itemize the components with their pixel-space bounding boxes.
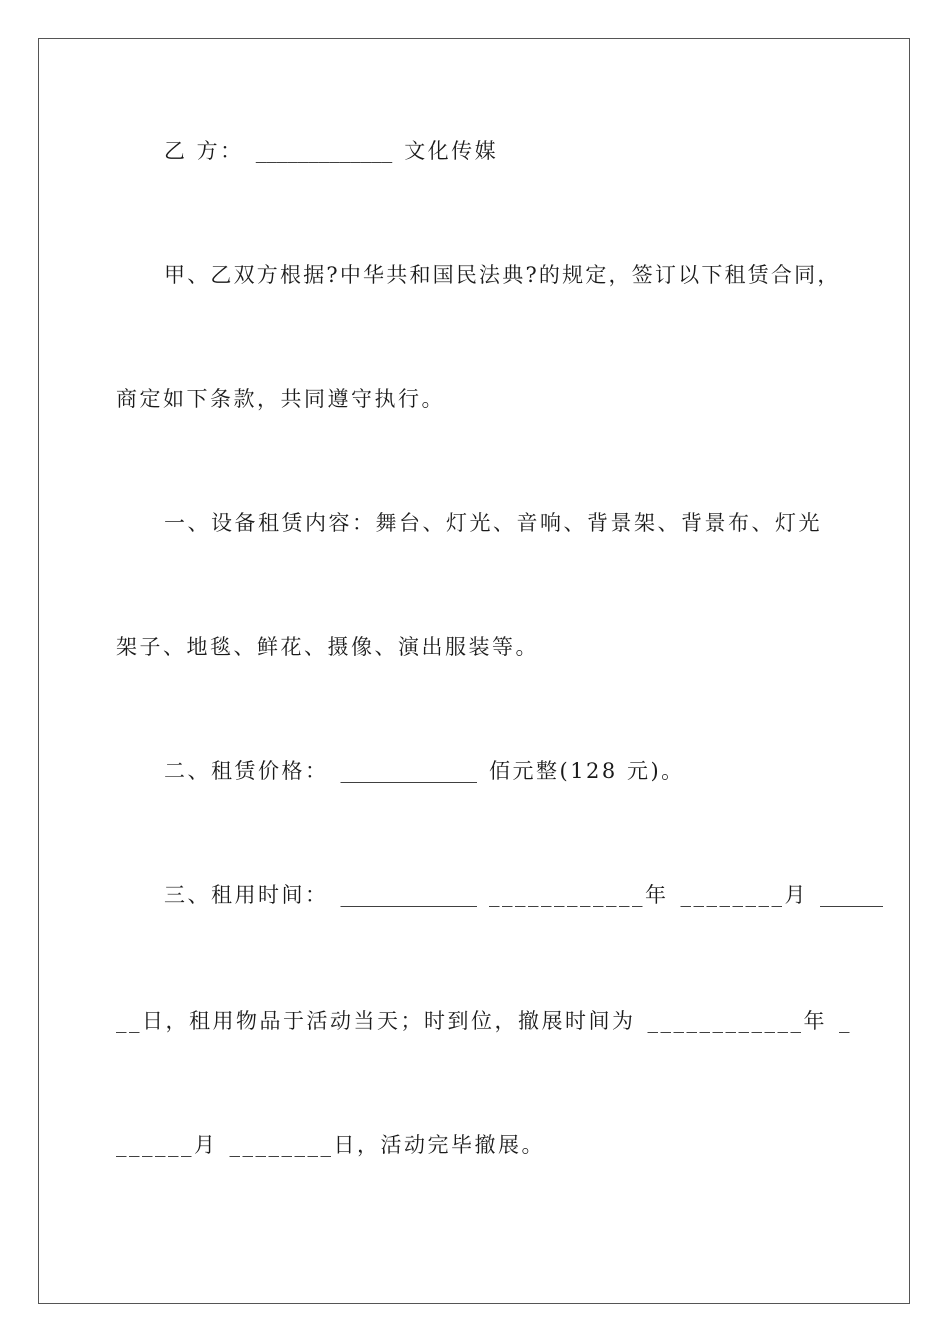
year-blank: ____________年 [489,883,669,907]
end-month-blank: ______月 [116,1133,218,1157]
party-b-blank: _____________ [255,139,393,163]
end-month-blank-start: _ [839,1009,850,1033]
clause-3-line-3 [116,1131,856,1159]
price-text: 佰元整(128 元)。 [489,759,685,783]
preamble-line-2: 商定如下条款，共同遵守执行。 [116,387,445,411]
clause-1-line-2: 架子、地毯、鲜花、摄像、演出服装等。 [116,635,539,659]
clause-1-line-1: 一、设备租赁内容：舞台、灯光、音响、背景架、背景布、灯光 [164,511,822,535]
clause-3-line-1 [164,881,883,909]
clause-3-line-2 [116,1007,856,1035]
time-blank-1: _____________ [340,883,477,907]
end-day-text: ________日，活动完毕撤展。 [229,1133,545,1157]
price-blank: _____________ [340,759,477,783]
clause-2-line [164,757,856,785]
month-blank: ________月 [680,883,808,907]
party-b-label: 乙 方： [164,139,244,163]
clause-2-label: 二、租赁价格： [164,759,329,783]
preamble-line-1: 甲、乙双方根据?中华共和国民法典?的规定，签订以下租赁合同， [164,263,841,287]
page-border [38,38,910,1304]
clause-3-text: __日，租用物品于活动当天；时到位，撤展时间为 [116,1009,636,1033]
party-b-suffix: 文化传媒 [404,139,499,163]
party-b-line [164,137,856,165]
clause-3-label: 三、租用时间： [164,883,329,907]
day-blank-start: ______ [820,883,883,907]
end-year-blank: ____________年 [647,1009,827,1033]
